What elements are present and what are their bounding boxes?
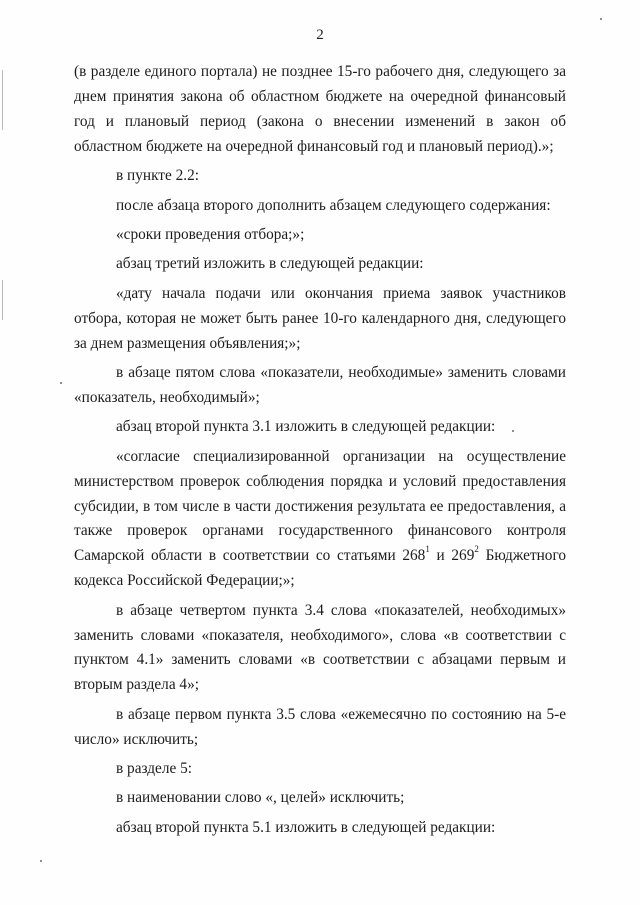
paragraph-point-3-1: абзац второй пункта 3.1 изложить в следующей редакции: [116,418,496,436]
paragraph-point-3-5: в абзаце первом пункта 3.5 слова «ежемесячно по состоянию на 5-е число» исключить; [74,705,566,748]
scan-speck [600,18,602,20]
paragraph-point-2-2: в пункте 2.2: [116,167,199,185]
paragraph-continuation: (в разделе единого портала) не позднее 15-го рабочего дня, следующего за днем принятия закона об областном бюджете на очередной финансовый год и плановый период (закона о внесении изменений в закон об областном бюджете на очередной финансовый год и плановый период).»; [74,63,566,155]
consent-text-start: «согласие специализированной организации на осуществление министерством проверок соблюдения порядка и условий предоставления субсидии, в том числе в части достижения результата ее предоставления, а также проверок органами государственного финансового контроля Самарской области в соответствии со статьями 268 [74,447,566,565]
paragraph-section-5: в разделе 5: [116,760,192,778]
article-269-superscript: 2 [474,544,479,555]
document-body [74,60,566,841]
paragraph-point-3-4: в абзаце четвертом пункта 3.4 слова «показателей, необходимых» заменить словами «показателя, необходимого», слова «в соответствии с пунктом 4.1» заменить словами «в соответствии с абзацами первым и вторым раздела 4»; [74,601,566,694]
scan-speck [40,860,42,862]
paragraph-point-5-1: абзац второй пункта 5.1 изложить в следующей редакции: [116,818,496,836]
paragraph-quote-date: «дату начала подачи или окончания приема заявок участников отбора, которая не может быть ранее 10-го календарного дня, следующего за днем размещения объявления;»; [74,284,566,352]
scan-edge-mark [2,280,3,320]
consent-text-between: и 269 [429,547,475,565]
consent-text-end: Бюджетного кодекса Российской Федерации;»; [74,547,566,590]
scan-edge-mark [2,70,3,130]
paragraph-quote-consent [74,445,566,594]
scan-speck [60,382,62,384]
paragraph-add-abzac: после абзаца второго дополнить абзацем следующего содержания: [116,196,551,214]
paragraph-section-title-change: в наименовании слово «, целей» исключить; [116,789,405,807]
page-number: 2 [316,27,324,43]
paragraph-abzac-five: в абзаце пятом слова «показатели, необходимые» заменить словами «показатель, необходимый»; [74,363,566,406]
article-268-superscript: 1 [425,544,430,555]
paragraph-abzac-three: абзац третий изложить в следующей редакции: [116,255,424,273]
paragraph-quote-terms: «сроки проведения отбора;»; [116,225,305,243]
